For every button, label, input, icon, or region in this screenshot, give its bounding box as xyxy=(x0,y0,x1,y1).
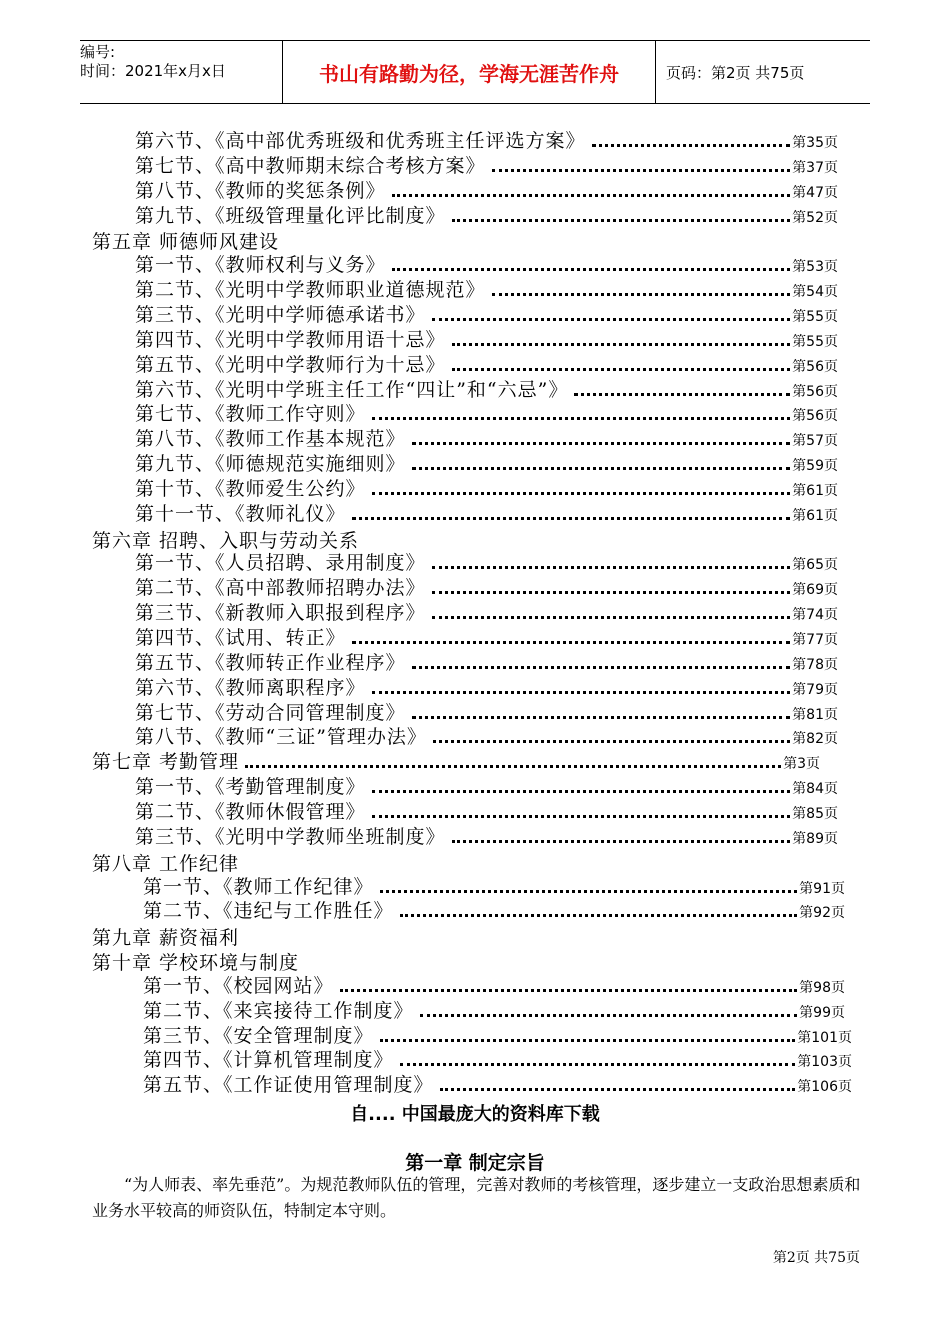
toc-entry-page: 第89页 xyxy=(792,830,838,847)
toc-leader-dots xyxy=(412,467,791,470)
toc-leader-dots xyxy=(433,740,790,743)
toc-entry xyxy=(143,1047,852,1072)
toc-entry-page: 第78页 xyxy=(792,656,838,673)
toc-entry-title: 第三节、《光明中学教师坐班制度》 xyxy=(135,825,446,848)
toc-leader-dots xyxy=(452,840,791,843)
toc-entry-title: 第一节、《考勤管理制度》 xyxy=(135,776,366,799)
toc-chapter: 第八章 工作纪律 xyxy=(92,852,240,875)
toc-leader-dots xyxy=(372,815,791,818)
toc-entry-page: 第91页 xyxy=(799,880,845,897)
time-label: 时间：2021年x月x日 xyxy=(80,62,226,80)
toc-entry-title: 第七节、《劳动合同管理制度》 xyxy=(135,701,406,724)
toc-entry xyxy=(135,252,838,277)
toc-entry xyxy=(135,550,838,575)
toc-entry-title: 第三节、《安全管理制度》 xyxy=(143,1024,374,1047)
toc-entry xyxy=(135,178,838,203)
toc-entry-title: 第六节、《光明中学班主任工作“四让”和“六忌”》 xyxy=(135,378,569,401)
toc-entry xyxy=(143,898,845,923)
toc-leader-dots xyxy=(452,368,791,371)
toc-entry-page: 第55页 xyxy=(792,333,838,350)
toc-leader-dots xyxy=(452,219,791,222)
toc-entry-page: 第101页 xyxy=(797,1029,852,1046)
toc-entry-page: 第3页 xyxy=(783,756,820,773)
toc-entry-page: 第53页 xyxy=(792,259,838,276)
toc-entry xyxy=(135,352,838,377)
toc-entry-title: 第五节、《光明中学教师行为十忌》 xyxy=(135,353,446,376)
toc-entry-title: 第八节、《教师工作基本规范》 xyxy=(135,428,406,451)
toc-leader-dots xyxy=(440,1088,796,1091)
toc-leader-dots xyxy=(372,417,791,420)
toc-entry-page: 第56页 xyxy=(792,408,838,425)
toc-entry-page: 第79页 xyxy=(792,681,838,698)
toc-entry-page: 第37页 xyxy=(792,159,838,176)
header-motto: 书山有路勤为径，学海无涯苦作舟 xyxy=(283,41,656,103)
toc-entry xyxy=(135,128,838,153)
toc-entry xyxy=(135,277,838,302)
toc-leader-dots xyxy=(432,591,791,594)
toc-leader-dots xyxy=(352,517,791,520)
toc-entry-page: 第98页 xyxy=(799,979,845,996)
toc-entry-title: 第二节、《高中部教师招聘办法》 xyxy=(135,577,426,600)
toc-entry-page: 第92页 xyxy=(799,905,845,922)
toc-entry xyxy=(143,998,845,1023)
header-meta xyxy=(80,41,283,103)
toc-entry xyxy=(92,749,820,774)
toc-chapter: 第五章 师德师风建设 xyxy=(92,231,280,254)
toc-entry xyxy=(135,451,838,476)
toc-leader-dots xyxy=(492,169,791,172)
toc-leader-dots xyxy=(400,1063,796,1066)
toc-entry-page: 第59页 xyxy=(792,458,838,475)
toc-leader-dots xyxy=(574,393,790,396)
toc-leader-dots xyxy=(372,790,791,793)
toc-entry-title: 第一节、《教师工作纪律》 xyxy=(143,875,374,898)
toc-leader-dots xyxy=(372,691,791,694)
toc-entry-page: 第77页 xyxy=(792,632,838,648)
toc-entry-title: 第十一节、《教师礼仪》 xyxy=(135,502,346,525)
toc-entry-page: 第61页 xyxy=(792,482,838,499)
toc-entry-page: 第47页 xyxy=(792,184,838,201)
number-label: 编号: xyxy=(80,43,116,61)
toc-entry-page: 第65页 xyxy=(792,557,838,574)
toc-entry-title: 第三节、《新教师入职报到程序》 xyxy=(135,602,426,625)
toc-leader-dots xyxy=(412,716,791,719)
download-banner: 自.... 中国最庞大的资料库下载 xyxy=(350,1104,600,1125)
toc-entry xyxy=(135,724,838,749)
toc-entry-title: 第三节、《光明中学师德承诺书》 xyxy=(135,303,426,326)
toc-entry-page: 第52页 xyxy=(792,209,838,226)
toc-entry xyxy=(135,501,838,526)
toc-entry-page: 第56页 xyxy=(792,383,838,400)
toc-entry-page: 第85页 xyxy=(792,805,838,822)
toc-entry-title: 第一节、《校园网站》 xyxy=(143,974,334,997)
toc-entry xyxy=(143,874,845,899)
toc-entry-page: 第54页 xyxy=(792,284,838,301)
toc-entry xyxy=(135,675,838,700)
toc-entry-title: 第七节、《教师工作守则》 xyxy=(135,403,366,426)
toc-entry-title: 第五节、《教师转正作业程序》 xyxy=(135,651,406,674)
toc-entry-title: 第一节、《教师权利与义务》 xyxy=(135,254,386,277)
toc-entry-page: 第103页 xyxy=(797,1054,852,1071)
toc-entry xyxy=(135,600,838,625)
toc-chapter: 第十章 学校环境与制度 xyxy=(92,952,300,975)
toc-leader-dots xyxy=(392,268,791,271)
toc-leader-dots xyxy=(392,194,791,197)
header-page-info: 页码：第2页 共75页 xyxy=(666,63,805,82)
toc-leader-dots xyxy=(352,641,791,644)
page-header xyxy=(80,40,870,104)
toc-leader-dots xyxy=(492,293,791,296)
toc-entry-page: 第82页 xyxy=(792,731,838,748)
toc-leader-dots xyxy=(592,144,791,147)
toc-entry-title: 第七章 考勤管理 xyxy=(92,751,240,774)
toc-leader-dots xyxy=(380,1039,796,1042)
toc-entry-title: 第二节、《光明中学教师职业道德规范》 xyxy=(135,279,486,302)
toc-leader-dots xyxy=(432,616,791,619)
toc-entry xyxy=(135,799,838,824)
toc-leader-dots xyxy=(452,343,791,346)
toc-entry-title: 第六节、《教师离职程序》 xyxy=(135,676,366,699)
toc-entry-title: 第六节、《高中部优秀班级和优秀班主任评选方案》 xyxy=(135,130,586,152)
toc-leader-dots xyxy=(432,566,791,569)
toc-entry xyxy=(135,824,838,849)
body-paragraph: “为人师表、率先垂范”。为规范教师队伍的管理，完善对教师的考核管理，逐步建立一支政治思想素质和业务水平较高的师资队伍，特制定本守则。 xyxy=(92,1175,861,1220)
toc-entry-title: 第十节、《教师爱生公约》 xyxy=(135,477,366,500)
toc-entry xyxy=(135,153,838,178)
toc-entry xyxy=(135,476,838,501)
toc-entry-page: 第81页 xyxy=(792,706,838,723)
toc-entry-title: 第二节、《违纪与工作胜任》 xyxy=(143,900,394,923)
toc-entry xyxy=(135,426,838,451)
toc-leader-dots xyxy=(432,318,791,321)
chapter-title: 第一章 制定宗旨 xyxy=(405,1152,545,1174)
toc-entry-title: 第五节、《工作证使用管理制度》 xyxy=(143,1074,434,1097)
toc-entry-page: 第84页 xyxy=(792,781,838,798)
toc-entry xyxy=(135,377,838,402)
toc-leader-dots xyxy=(412,442,791,445)
toc-entry-page: 第106页 xyxy=(797,1079,852,1096)
toc-leader-dots xyxy=(420,1014,798,1017)
toc-entry-page: 第56页 xyxy=(792,358,838,375)
toc-entry-title: 第九节、《师德规范实施细则》 xyxy=(135,453,406,476)
toc-entry-page: 第99页 xyxy=(799,1004,845,1021)
toc-entry-title: 第四节、《光明中学教师用语十忌》 xyxy=(135,328,446,351)
toc-entry-title: 第二节、《来宾接待工作制度》 xyxy=(143,999,414,1022)
toc-entry-title: 第一节、《人员招聘、录用制度》 xyxy=(135,552,426,575)
toc-entry-page: 第61页 xyxy=(792,507,838,524)
toc-entry xyxy=(135,302,838,327)
toc-entry-page: 第69页 xyxy=(792,582,838,599)
toc-entry-page: 第57页 xyxy=(792,433,838,450)
toc-entry xyxy=(143,1072,852,1097)
toc-entry-page: 第74页 xyxy=(792,607,838,624)
toc-leader-dots xyxy=(380,890,798,893)
toc-entry-title: 第九节、《班级管理量化评比制度》 xyxy=(135,204,446,227)
toc-entry-title: 第四节、《计算机管理制度》 xyxy=(143,1049,394,1072)
toc-entry-title: 第七节、《高中教师期末综合考核方案》 xyxy=(135,154,486,177)
toc-entry xyxy=(143,1023,852,1048)
toc-entry xyxy=(135,203,838,228)
toc-leader-dots xyxy=(340,989,798,992)
toc-entry xyxy=(135,401,838,426)
toc-entry-title: 第四节、《试用、转正》 xyxy=(135,627,346,649)
toc-entry xyxy=(135,575,838,600)
toc-entry xyxy=(135,327,838,352)
toc-leader-dots xyxy=(372,492,791,495)
toc-leader-dots xyxy=(400,914,798,917)
toc-entry xyxy=(135,650,838,675)
page-footer: 第2页 共75页 xyxy=(772,1250,860,1266)
toc-entry-title: 第二节、《教师休假管理》 xyxy=(135,800,366,823)
toc-entry-page: 第55页 xyxy=(792,308,838,325)
toc-entry xyxy=(135,700,838,725)
toc-chapter: 第六章 招聘、入职与劳动关系 xyxy=(92,529,360,552)
toc-entry-title: 第八节、《教师的奖惩条例》 xyxy=(135,179,386,202)
toc-chapter: 第九章 薪资福利 xyxy=(92,927,240,950)
toc-entry xyxy=(135,625,838,650)
toc-entry xyxy=(135,774,838,799)
toc-entry xyxy=(143,973,845,998)
toc-entry-page: 第35页 xyxy=(792,135,838,151)
toc-entry-title: 第八节、《教师“三证”管理办法》 xyxy=(135,726,427,749)
toc-leader-dots xyxy=(245,765,781,768)
toc-leader-dots xyxy=(412,666,791,669)
